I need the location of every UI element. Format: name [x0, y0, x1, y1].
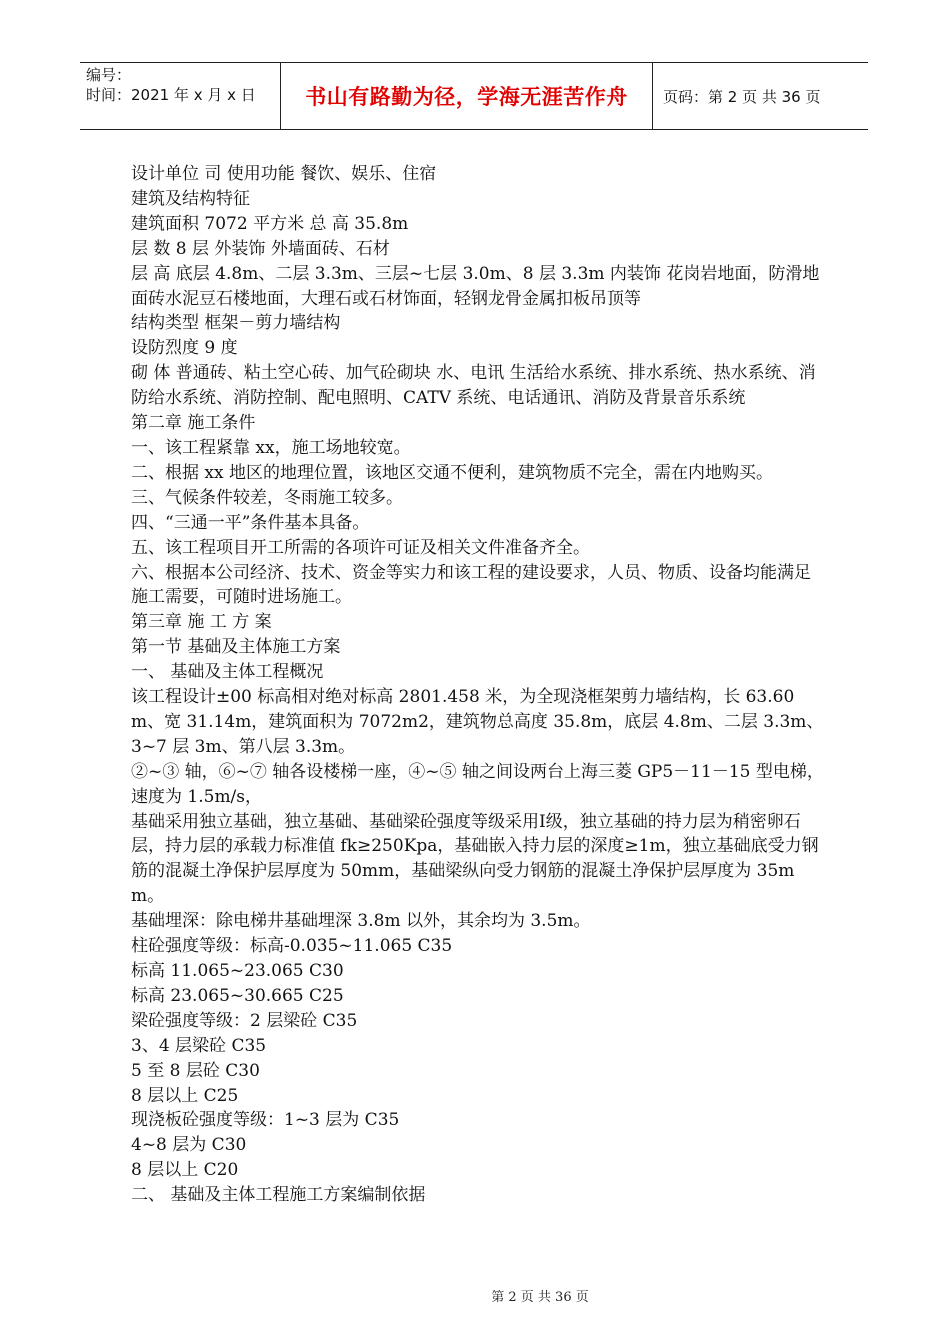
subsection-heading: 一、 基础及主体工程概况 — [131, 662, 324, 683]
subsection-heading: 二、 基础及主体工程施工方案编制依据 — [131, 1185, 426, 1206]
header-meta — [80, 63, 280, 129]
paragraph: 砌 体 普通砖、粘土空心砖、加气砼砌块 水、电讯 生活给水系统、排水系统、热水系统、消防给水系统、消防控制、配电照明、CATV 系统、电话通讯、消防及背景音乐系统 — [131, 363, 816, 409]
paragraph: 结构类型 框架－剪力墙结构 — [131, 313, 341, 334]
number-label: 编号： — [86, 66, 132, 84]
paragraph: 层 数 8 层 外装饰 外墙面砖、石材 — [131, 238, 390, 259]
paragraph: 基础采用独立基础，独立基础、基础梁砼强度等级采用Ⅰ级，独立基础的持力层为稍密卵石层，持力层的承载力标准值 fk≥250Kpa，基础嵌入持力层的深度≥1m，独立基础底受力钢筋的混凝土净保护层厚度为 50mm，基础梁纵向受力钢筋的混凝土净保护层厚度为 35mm。 — [131, 811, 819, 907]
document-body — [131, 162, 826, 1208]
paragraph: 标高 11.065~23.065 C30 — [131, 961, 344, 981]
paragraph: 梁砼强度等级：2 层梁砼 C35 — [131, 1010, 358, 1031]
paragraph: 设计单位 司 使用功能 餐饮、娱乐、住宿 — [131, 164, 437, 184]
paragraph: 柱砼强度等级：标高-0.035~11.065 C35 — [131, 936, 453, 957]
paragraph: 建筑面积 7072 平方米 总 高 35.8m — [131, 213, 409, 234]
header-motto: 书山有路勤为径，学海无涯苦作舟 — [280, 63, 653, 129]
paragraph: 建筑及结构特征 — [131, 188, 250, 209]
time-label: 时间：2021 年 x 月 x 日 — [86, 86, 256, 104]
page-footer: 第 2 页 共 36 页 — [491, 1290, 589, 1305]
paragraph: 三、气候条件较差，冬雨施工较多。 — [131, 487, 403, 508]
paragraph: 基础埋深：除电梯井基础埋深 3.8m 以外，其余均为 3.5m。 — [131, 911, 591, 932]
paragraph: 8 层以上 C25 — [131, 1085, 239, 1106]
paragraph: 二、根据 xx 地区的地理位置，该地区交通不便利，建筑物质不完全，需在内地购买。 — [131, 462, 773, 483]
paragraph: 五、该工程项目开工所需的各项许可证及相关文件准备齐全。 — [131, 537, 590, 558]
paragraph: 一、该工程紧靠 xx，施工场地较宽。 — [131, 437, 411, 458]
paragraph: 5 至 8 层砼 C30 — [131, 1060, 260, 1081]
paragraph: 标高 23.065~30.665 C25 — [131, 985, 344, 1006]
paragraph: 8 层以上 C20 — [131, 1160, 239, 1181]
paragraph: 层 高 底层 4.8m、二层 3.3m、三层~七层 3.0m、8 层 3.3m 内装饰 花岗岩地面，防滑地面砖水泥豆石楼地面，大理石或石材饰面，轻钢龙骨金属扣板吊顶等 — [131, 263, 820, 309]
paragraph: 3、4 层梁砼 C35 — [131, 1035, 267, 1056]
paragraph: 设防烈度 9 度 — [131, 338, 238, 359]
paragraph: 六、根据本公司经济、技术、资金等实力和该工程的建设要求，人员、物质、设备均能满足施工需要，可随时进场施工。 — [131, 562, 811, 608]
paragraph: 4~8 层为 C30 — [131, 1135, 247, 1156]
chapter-heading: 第二章 施工条件 — [131, 413, 256, 434]
page-header — [80, 62, 868, 130]
paragraph: ②~③ 轴，⑥~⑦ 轴各设楼梯一座，④~⑤ 轴之间设两台上海三菱 GP5－11－15 型电梯，速度为 1.5m/s， — [131, 761, 824, 807]
chapter-heading: 第三章 施 工 方 案 — [131, 612, 272, 633]
paragraph: 该工程设计±00 标高相对绝对标高 2801.458 米，为全现浇框架剪力墙结构，长 63.60m、宽 31.14m，建筑面积为 7072m2，建筑物总高度 35.8m，底层 4.8m、二层 3.3m、3~7 层 3m、第八层 3.3m。 — [131, 687, 824, 757]
paragraph: 四、“三通一平”条件基本具备。 — [131, 512, 370, 533]
section-heading: 第一节 基础及主体施工方案 — [131, 637, 341, 658]
header-page-info: 页码：第 2 页 共 36 页 — [663, 87, 821, 106]
paragraph: 现浇板砼强度等级：1~3 层为 C35 — [131, 1110, 400, 1131]
